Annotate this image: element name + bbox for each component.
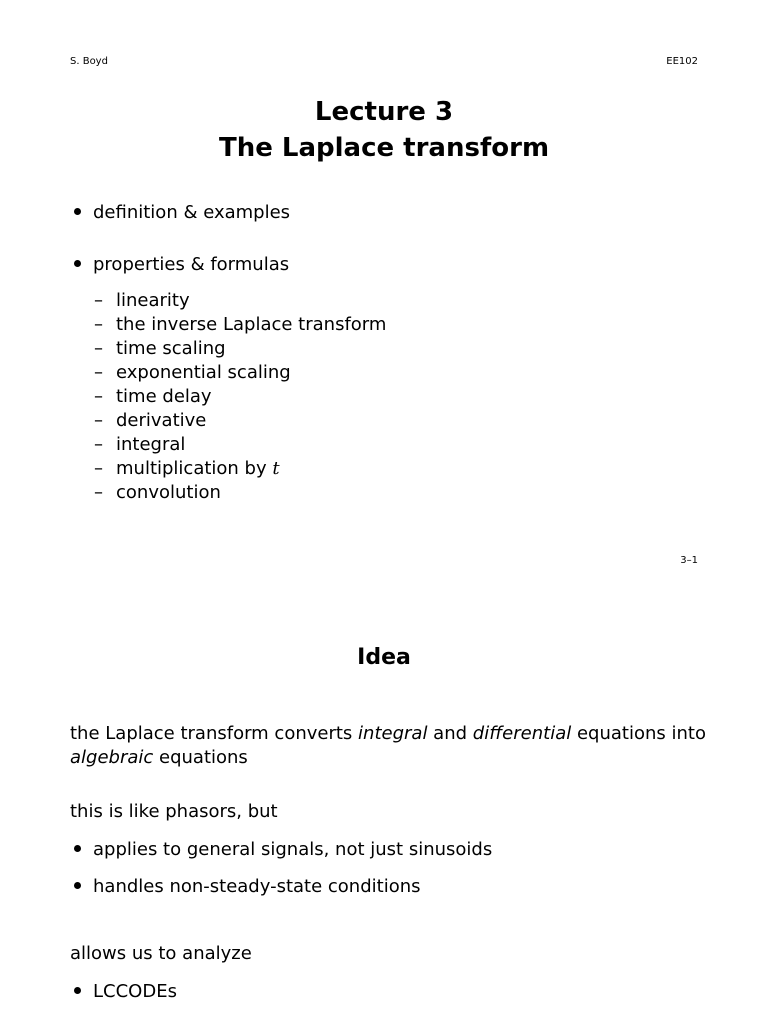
subitem-time-scaling: – time scaling	[94, 338, 226, 359]
dash-icon: –	[94, 338, 103, 359]
phasors-text: this is like phasors, but	[70, 801, 278, 822]
subitem-integral: – integral	[94, 434, 186, 455]
idea-paragraph: the Laplace transform converts integral and differential equations into algebraic equations	[70, 723, 706, 768]
subitem-derivative: – derivative	[94, 410, 207, 431]
math-var-t: t	[272, 458, 280, 479]
lecture-subtitle: The Laplace transform	[218, 133, 550, 163]
bullet-properties	[74, 253, 289, 277]
subitem-linearity: – linearity	[94, 290, 190, 311]
dash-icon: –	[94, 362, 103, 383]
bullet-text: properties & formulas	[93, 254, 290, 275]
dash-icon: –	[94, 434, 103, 455]
bullet-icon	[74, 987, 81, 994]
idea-title: Idea	[357, 645, 411, 670]
subitem-exp-scaling: – exponential scaling	[94, 362, 291, 383]
dash-icon: –	[94, 386, 103, 407]
bullet-text: definition & examples	[93, 202, 291, 223]
bullet-definition	[74, 201, 290, 225]
bullet-icon	[74, 845, 81, 852]
bullet-non-steady: handles non-steady-state conditions	[74, 875, 421, 899]
dash-icon: –	[94, 410, 103, 431]
analyze-text: allows us to analyze	[70, 943, 252, 964]
bullet-lccodes: LCCODEs	[74, 980, 177, 1004]
bullet-icon	[74, 260, 81, 267]
bullet-general-signals: applies to general signals, not just sinusoids	[74, 838, 492, 862]
lecture-title: Lecture 3	[314, 97, 454, 127]
dash-icon: –	[94, 290, 103, 311]
author-label: S. Boyd	[70, 56, 108, 67]
dash-icon: –	[94, 458, 103, 479]
page-number: 3–1	[680, 555, 698, 566]
course-label: EE102	[666, 56, 698, 67]
bullet-icon	[74, 208, 81, 215]
dash-icon: –	[94, 482, 103, 503]
subitem-convolution: – convolution	[94, 482, 221, 503]
subitem-inverse: – the inverse Laplace transform	[94, 314, 387, 335]
dash-icon: –	[94, 314, 103, 335]
bullet-icon	[74, 882, 81, 889]
subitem-multiplication: – multiplication by t	[94, 458, 280, 479]
properties-sublist	[94, 289, 386, 505]
subitem-time-delay: – time delay	[94, 386, 212, 407]
